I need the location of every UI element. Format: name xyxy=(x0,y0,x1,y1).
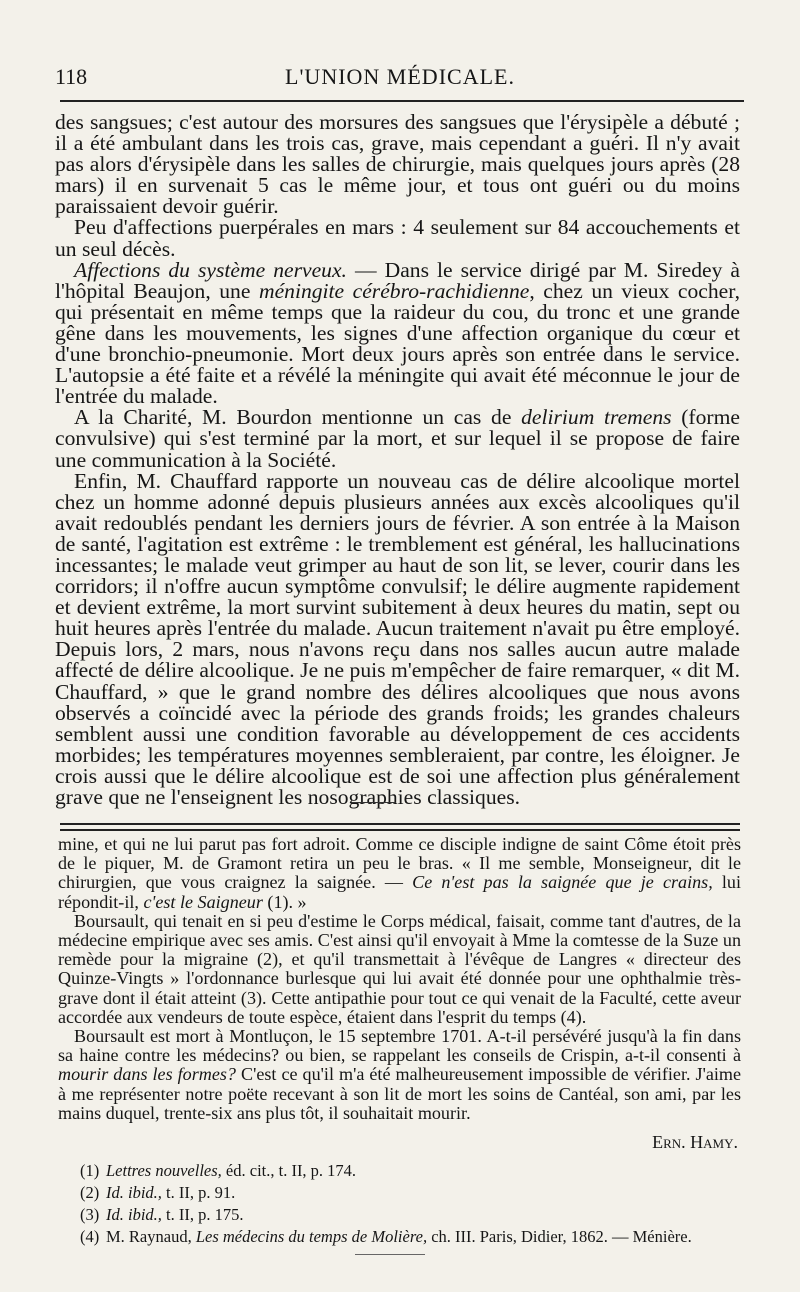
signature: Ern. Hamy. xyxy=(652,1132,738,1152)
section-separator xyxy=(352,802,396,803)
footnote: (2) Id. ibid., t. II, p. 91. xyxy=(80,1183,236,1202)
paragraph-charite: A la Charité, M. Bourdon mentionne un cas de delirium tremens (forme convulsive) qui s'est terminé par la mort, et sur lequel il se propose de faire une communication à la Société. xyxy=(55,405,740,472)
paragraph-erysipelas: des sangsues; c'est autour des morsures des sangsues que l'érysipèle a débuté ; il a été ambulant dans les trois cas, grave, mais cependant a guéri. Il n'y avait pas alors d'érysipèle dans les salles de chirurgie, mais quelques jours après (28 mars) il en survenait 5 cas le même jour, et tous ont guéri ou du moins paraissaient devoir guérir. xyxy=(55,110,740,219)
paragraph-puerperal: Peu d'affections puerpérales en mars : 4 seulement sur 84 accouchements et un seul décès. xyxy=(55,215,740,261)
feuilleton-rule xyxy=(60,823,740,831)
section-heading: Affections du système nerveux. xyxy=(74,257,347,282)
feuilleton-text xyxy=(58,835,741,1123)
footnote: (1) Lettres nouvelles, éd. cit., t. II, p. 174. xyxy=(80,1161,357,1180)
feuilleton-paragraph: mine, et qui ne lui parut pas fort adroit. Comme ce disciple indigne de saint Côme étoit près de le piquer, M. de Gramont retira un peu le bras. « Il me semble, Monseigneur, dit le chirurgien, que vous craignez la saignée. — Ce n'est pas la saignée que je crains, lui répondit-il, c'est le Saigneur (1). » xyxy=(58,834,741,912)
feuilleton-paragraph: Boursault est mort à Montluçon, le 15 septembre 1701. A-t-il persévéré jusqu'à la fin dans sa haine contre les médecins? ou bien, se rappelant les conseils de Crispin, a-t-il consenti à mourir dans les formes? C'est ce qu'il m'a été malheureusement impossible de vérifier. J'aime à me représenter notre poëte recevant à son lit de mort les soins de Cantéal, son ami, par les mains duquel, trente-six ans plus tôt, il souhaitait mourir. xyxy=(58,1026,741,1123)
main-text xyxy=(55,112,740,808)
footnote: (3) Id. ibid., t. II, p. 175. xyxy=(80,1205,244,1224)
paragraph-chauffard: Enfin, M. Chauffard rapporte un nouveau cas de délire alcoolique mortel chez un homme adonné depuis plusieurs années aux excès alcooliques qu'il avait redoublés pendant les derniers jours de février. A son entrée à la Maison de santé, l'agitation est extrême : le tremblement est général, les hallucinations incessantes; le malade veut grimper au haut de son lit, se lever, courir dans les corridors; il n'offre aucun symptôme convulsif; le délire augmente rapidement et devient extrême, la mort survint subitement à deux heures du matin, sept ou huit heures après l'entrée du malade. Aucun traitement n'avait pu être employé. Depuis lors, 2 mars, nous n'avons reçu dans nos salles aucun autre malade affecté de délire alcoolique. Je ne puis m'empêcher de faire remarquer, « dit M. Chauffard, » que le grand nombre des délires alcooliques que nous avons observés a coïncidé avec la période des grands froids; les grandes chaleurs semblent aussi une condition favorable au développement de ces accidents morbides; les températures moyennes sembleraient, par contre, les éloigner. Je crois aussi que le délire alcoolique est de soi une affection plus généralement grave que ne l'enseignent les nosographies classiques. xyxy=(55,468,740,809)
footnote: (4) M. Raynaud, Les médecins du temps de Molière, ch. III. Paris, Didier, 1862. — Ménière. xyxy=(80,1227,692,1246)
feuilleton-paragraph: Boursault, qui tenait en si peu d'estime le Corps médical, faisait, comme tant d'autres, de la médecine empirique avec ses amis. C'est ainsi qu'il envoyait à Mme la comtesse de la Suze un remède pour la migraine (2), et qu'il transmettait à l'évêque de Langres « directeur des Quinze-Vingts » l'ordonnance burlesque qui lui avait été donnée pour une ophthalmie très-grave dont il était atteint (3). Cette antipathie pour tout ce qui venait de la Faculté, cette aveur accordée aux vendeurs de toute espèce, étaient dans l'esprit du temps (4). xyxy=(58,910,741,1027)
paragraph-nervous-system: Affections du système nerveux. — Dans le service dirigé par M. Siredey à l'hôpital Beaujon, une méningite cérébro-rachidienne, chez un vieux cocher, qui présentait en même temps que la raideur du cou, du tronc et une grande gêne dans les mouvements, les signes d'une affection organique du cœur et d'une bronchio-pneumonie. Mort deux jours après son entrée dans le service. L'autopsie a été faite et a révélé la méningite qui avait été méconnue le jour de l'entrée du malade. xyxy=(55,257,741,409)
page-number: 118 xyxy=(55,64,88,89)
running-title: L'UNION MÉDICALE. xyxy=(285,64,515,89)
bottom-rule xyxy=(355,1254,425,1255)
header-rule xyxy=(60,100,744,102)
page-header xyxy=(55,64,745,96)
footnotes xyxy=(80,1160,720,1248)
